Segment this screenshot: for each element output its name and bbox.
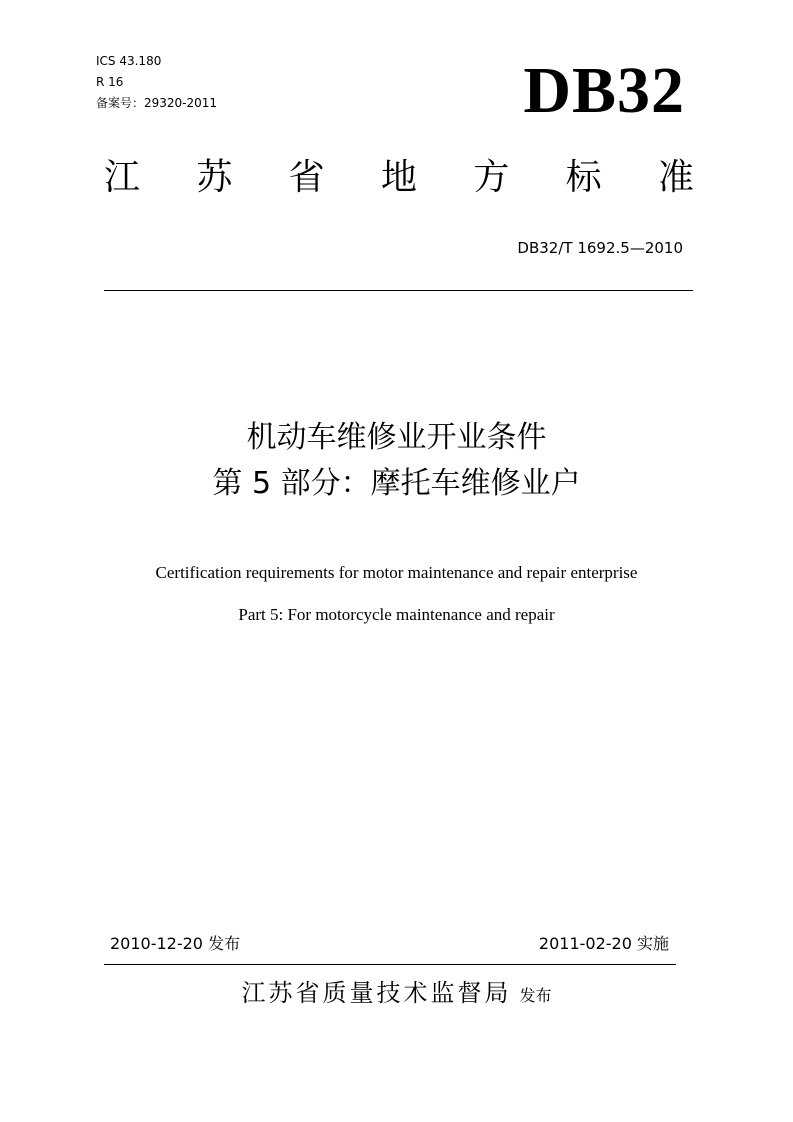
standard-type-char: 地 bbox=[380, 157, 417, 198]
chinese-title-line-1: 机动车维修业开业条件 bbox=[246, 420, 547, 455]
standard-type-char: 方 bbox=[473, 157, 510, 198]
issuer-line bbox=[0, 976, 793, 1013]
standard-type-char: 标 bbox=[565, 157, 602, 198]
standard-code-logo: DB32 bbox=[523, 54, 685, 127]
record-number: 备案号：29320-2011 bbox=[96, 96, 218, 110]
english-title-line-1: Certification requirements for motor maintenance and repair enterprise bbox=[155, 563, 638, 582]
chinese-title-line-2: 第 5 部分：摩托车维修业户 bbox=[212, 466, 581, 501]
standard-type-char: 江 bbox=[104, 157, 141, 198]
issue-date: 2010-12-20 发布 bbox=[110, 934, 241, 953]
issuer-suffix: 发布 bbox=[519, 986, 552, 1005]
standard-type-char: 省 bbox=[288, 157, 325, 198]
issuer-name: 江苏省质量技术监督局 bbox=[241, 979, 512, 1007]
classification-code: R 16 bbox=[96, 75, 124, 89]
standard-type-char: 准 bbox=[657, 157, 694, 198]
standard-type-char: 苏 bbox=[196, 157, 233, 198]
standard-type-heading bbox=[104, 152, 694, 204]
bottom-divider bbox=[104, 964, 676, 965]
standard-number: DB32/T 1692.5—2010 bbox=[517, 239, 683, 257]
implementation-date: 2011-02-20 实施 bbox=[538, 934, 669, 953]
ics-code: ICS 43.180 bbox=[96, 54, 162, 68]
top-divider bbox=[104, 290, 693, 291]
english-title-line-2: Part 5: For motorcycle maintenance and repair bbox=[238, 605, 555, 624]
